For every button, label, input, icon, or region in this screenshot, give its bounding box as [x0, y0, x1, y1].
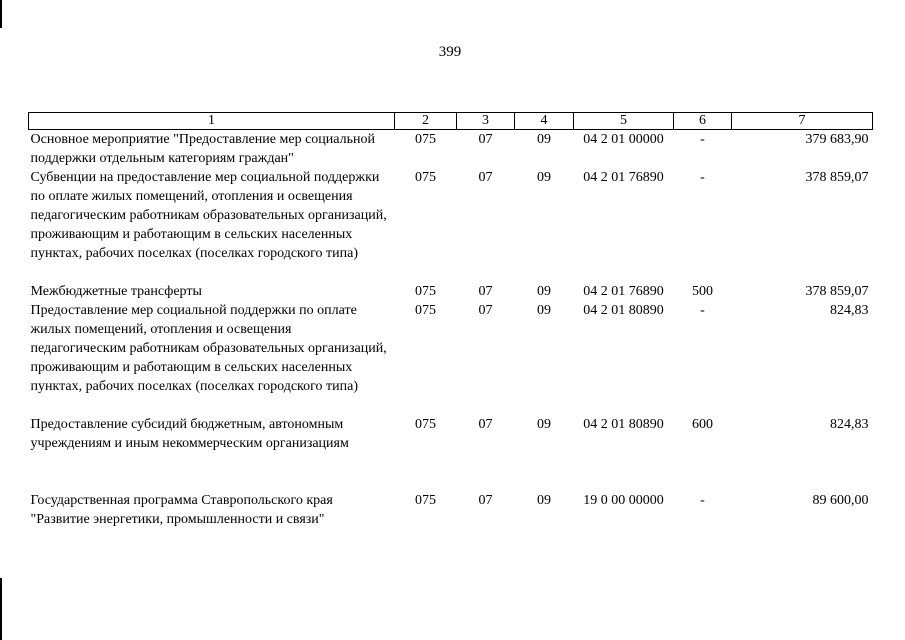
- row-code-5: 04 2 01 80890: [583, 417, 664, 432]
- row-amount: 378 859,07: [805, 170, 869, 185]
- column-header-3: 3: [457, 113, 515, 130]
- row-name: Предоставление мер социальной поддержки по оплате жилых помещений, отопления и освещения педагогическим работникам образовательных организаций, проживающим и работающим в сельских населенных пунктах, рабочих поселках (поселках городского типа): [30, 303, 387, 394]
- row-name: Государственная программа Ставропольского края "Развитие энергетики, промышленности и связи": [30, 493, 333, 527]
- row-amount: 379 683,90: [805, 132, 869, 147]
- row-code-6: -: [700, 170, 705, 185]
- row-code-4: 09: [537, 303, 551, 318]
- page-number: 399: [438, 44, 462, 60]
- row-code-5: 04 2 01 76890: [583, 284, 664, 299]
- row-code-5: 04 2 01 00000: [583, 132, 664, 147]
- row-code-2: 075: [415, 170, 436, 185]
- row-code-6: -: [700, 303, 705, 318]
- row-code-5: 04 2 01 80890: [583, 303, 664, 318]
- row-code-4: 09: [537, 417, 551, 432]
- row-amount: 378 859,07: [805, 284, 869, 299]
- row-amount: 824,83: [830, 417, 869, 432]
- row-code-6: -: [700, 493, 705, 508]
- row-code-4: 09: [537, 170, 551, 185]
- row-code-4: 09: [537, 493, 551, 508]
- row-code-2: 075: [415, 303, 436, 318]
- column-header-7: 7: [732, 113, 873, 130]
- row-code-2: 075: [415, 132, 436, 147]
- row-code-6: 500: [692, 284, 713, 299]
- row-code-3: 07: [478, 170, 493, 185]
- column-header-5: 5: [574, 113, 674, 130]
- table-row: [29, 491, 873, 529]
- table-row: [29, 168, 873, 282]
- row-code-3: 07: [478, 493, 493, 508]
- row-code-3: 07: [478, 132, 493, 147]
- row-code-2: 075: [415, 284, 436, 299]
- row-code-3: 07: [478, 303, 493, 318]
- row-code-2: 075: [415, 493, 436, 508]
- column-header-1: 1: [29, 113, 395, 130]
- row-code-3: 07: [478, 417, 493, 432]
- scan-left-edge-top: [0, 0, 2, 28]
- scan-left-edge-bottom: [0, 578, 2, 640]
- row-name: Межбюджетные трансферты: [30, 284, 202, 299]
- column-header-4: 4: [515, 113, 574, 130]
- row-code-6: 600: [692, 417, 713, 432]
- row-code-4: 09: [537, 284, 551, 299]
- row-code-5: 04 2 01 76890: [583, 170, 664, 185]
- column-header-2: 2: [395, 113, 457, 130]
- table-header-row: [29, 113, 873, 130]
- row-code-4: 09: [537, 132, 551, 147]
- table-row: [29, 301, 873, 415]
- table-row: [29, 282, 873, 301]
- row-name: Субвенции на предоставление мер социальной поддержки по оплате жилых помещений, отопления и освещения педагогическим работникам образовательных организаций, проживающим и работающим в сельских населенных пунктах, рабочих поселках (поселках городского типа): [30, 170, 387, 261]
- column-header-6: 6: [674, 113, 732, 130]
- row-amount: 824,83: [830, 303, 869, 318]
- row-code-6: -: [700, 132, 705, 147]
- row-name: Основное мероприятие "Предоставление мер социальной поддержки отдельным категориям граждан": [30, 132, 375, 166]
- table-row: [29, 130, 873, 169]
- row-amount: 89 600,00: [812, 493, 869, 508]
- budget-table: [28, 112, 873, 529]
- row-code-5: 19 0 00 00000: [583, 493, 664, 508]
- row-code-2: 075: [415, 417, 436, 432]
- table-row: [29, 415, 873, 491]
- row-name: Предоставление субсидий бюджетным, автономным учреждениям и иным некоммерческим организациям: [30, 417, 349, 451]
- row-code-3: 07: [478, 284, 493, 299]
